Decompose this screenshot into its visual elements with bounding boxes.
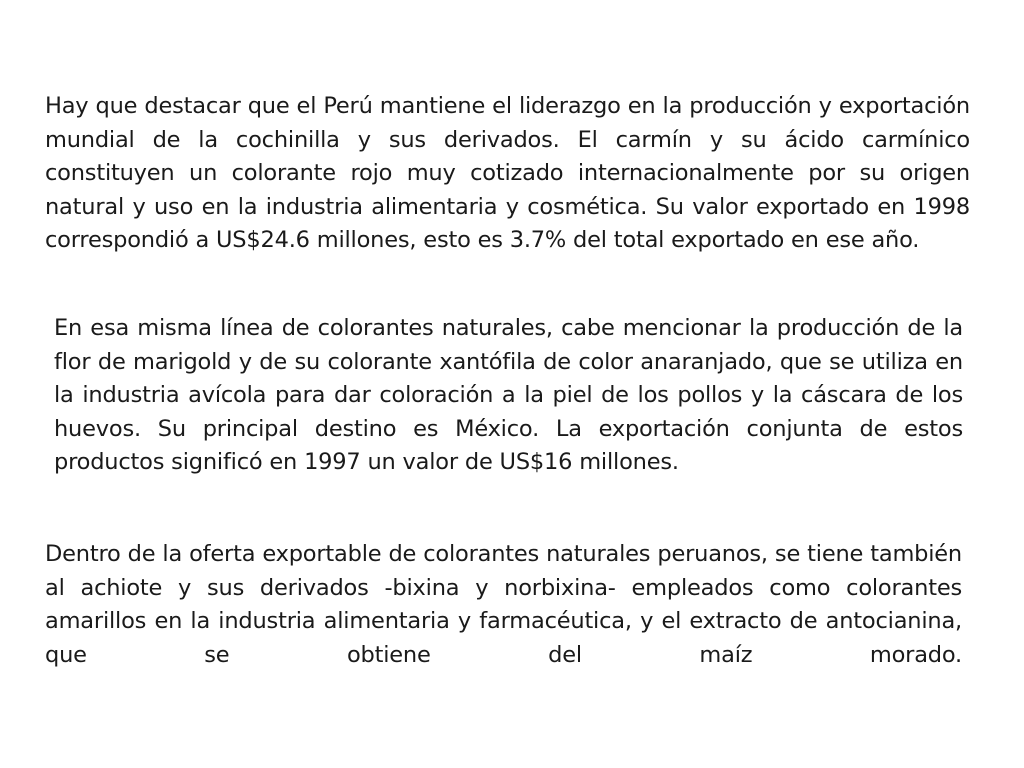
paragraph-achiote: Dentro de la oferta exportable de colorantes naturales peruanos, se tiene también al achiote y sus derivados -bixina y norbixina- empleados como colorantes amarillos en la industria alimentaria y farmacéutica, y el extracto de antocianina, que se obtiene del maíz morado. <box>45 541 962 668</box>
paragraph-cochineal: Hay que destacar que el Perú mantiene el liderazgo en la producción y exportación mundial de la cochinilla y sus derivados. El carmín y su ácido carmínico constituyen un colorante rojo muy cotizado internacionalmente por su origen natural y uso en la industria alimentaria y cosmética. Su valor exportado en 1998 correspondió a US$24.6 millones, esto es 3.7% del total exportado en ese año. <box>45 93 970 253</box>
paragraph-marigold: En esa misma línea de colorantes naturales, cabe mencionar la producción de la flor de marigold y de su colorante xantófila de color anaranjado, que se utiliza en la industria avícola para dar coloración a la piel de los pollos y la cáscara de los huevos. Su principal destino es México. La exportación conjunta de estos productos significó en 1997 un valor de US$16 millones. <box>54 315 963 475</box>
